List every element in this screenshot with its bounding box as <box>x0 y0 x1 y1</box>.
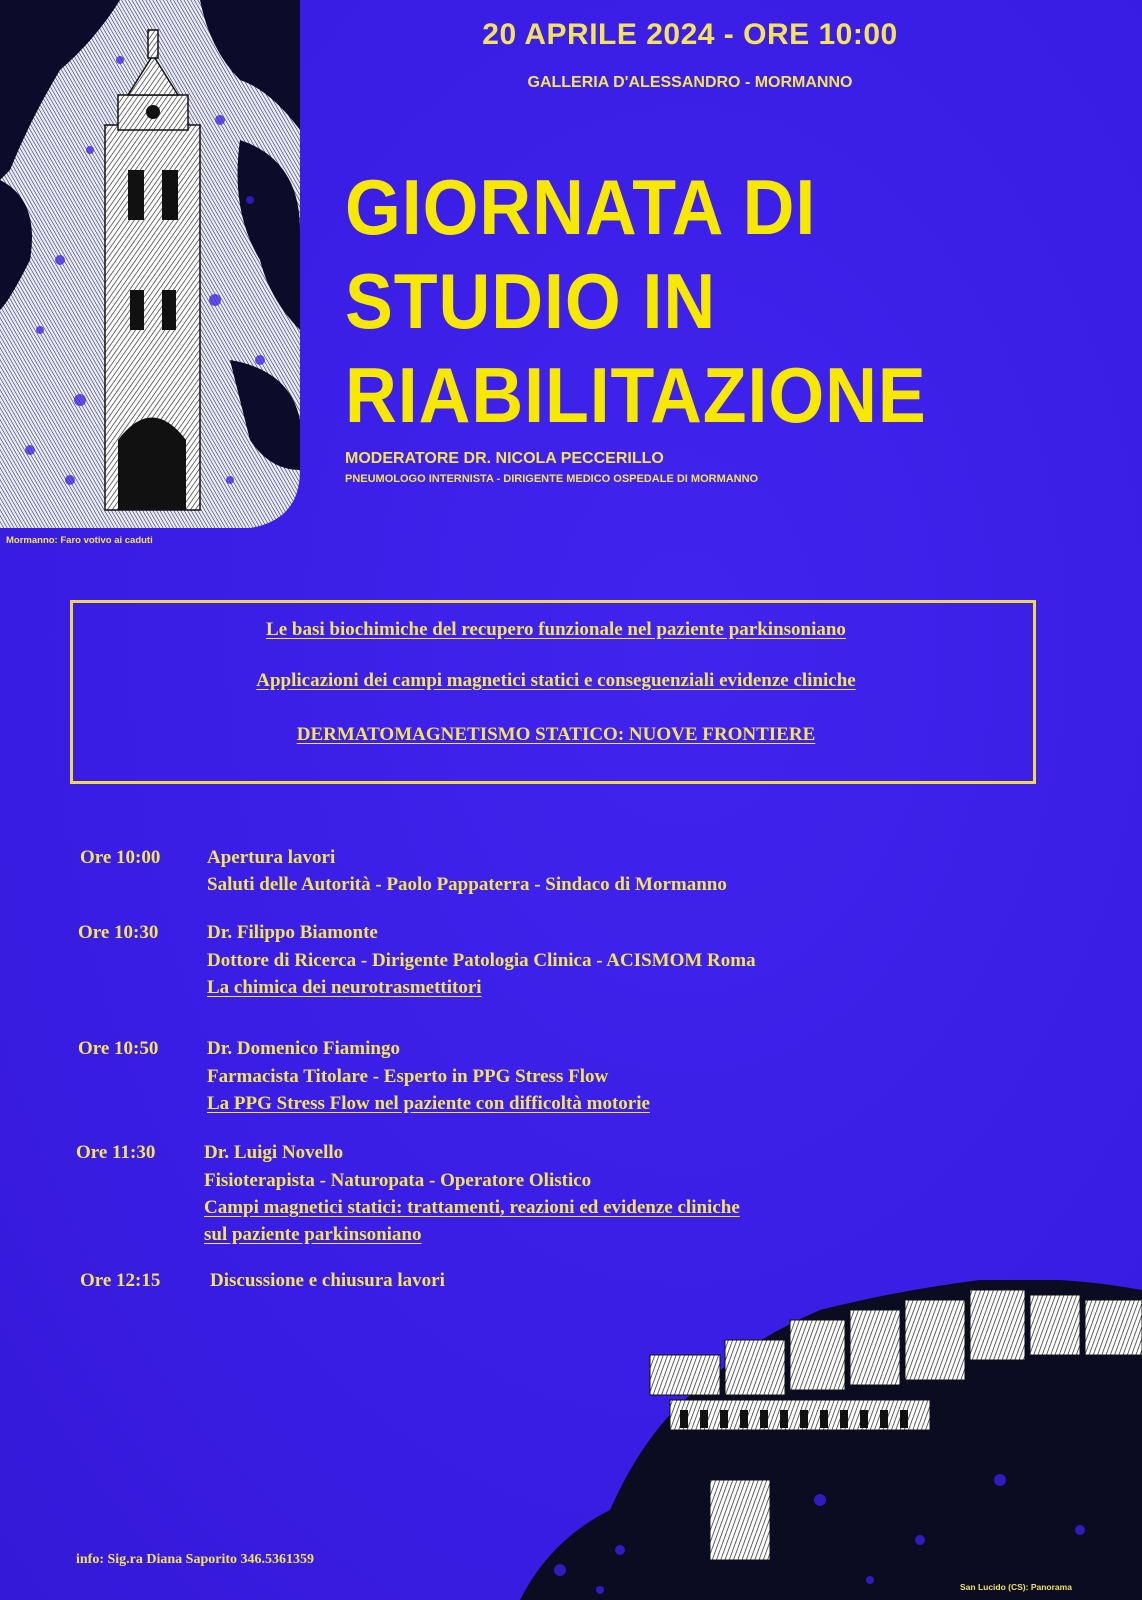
agenda-time: Ore 10:00 <box>80 847 161 868</box>
town-panorama-illustration <box>520 1280 1142 1600</box>
agenda-line: Saluti delle Autorità - Paolo Pappaterra - Sindaco di Mormanno <box>207 874 727 895</box>
agenda-line: Dr. Domenico Fiamingo <box>207 1038 400 1059</box>
agenda-line: Discussione e chiusura lavori <box>210 1270 445 1291</box>
title-line-1: GIORNATA DI <box>345 163 817 251</box>
agenda-line: Dr. Filippo Biamonte <box>207 922 378 943</box>
agenda-talk-title: Campi magnetici statici: trattamenti, reazioni ed evidenze cliniche <box>204 1197 740 1218</box>
moderator-role: PNEUMOLOGO INTERNISTA - DIRIGENTE MEDICO OSPEDALE DI MORMANNO <box>345 473 759 485</box>
topics-box <box>70 600 1036 784</box>
agenda-line: Fisioterapista - Naturopata - Operatore Olistico <box>204 1170 592 1191</box>
event-title <box>345 160 989 442</box>
agenda-talk-title: sul paziente parkinsoniano <box>204 1224 422 1245</box>
agenda-time: Ore 10:50 <box>78 1038 159 1059</box>
panorama-caption: San Lucido (CS): Panorama <box>960 1582 1072 1592</box>
bell-tower-illustration <box>0 0 305 530</box>
agenda-talk-title: La chimica dei neurotrasmettitori <box>207 977 482 998</box>
agenda-time: Ore 11:30 <box>76 1142 156 1163</box>
tower-caption: Mormanno: Faro votivo ai caduti <box>6 535 153 546</box>
agenda-line: Farmacista Titolare - Esperto in PPG Stress Flow <box>207 1066 609 1087</box>
event-venue: GALLERIA D'ALESSANDRO - MORMANNO <box>527 74 853 91</box>
agenda-talk-title: La PPG Stress Flow nel paziente con difficoltà motorie <box>207 1093 650 1114</box>
title-line-2: STUDIO IN <box>345 257 717 345</box>
moderator-name: MODERATORE DR. NICOLA PECCERILLO <box>345 450 664 467</box>
agenda-line: Dr. Luigi Novello <box>204 1142 344 1163</box>
topic-item: Applicazioni dei campi magnetici statici e conseguenziali evidenze cliniche <box>256 670 856 691</box>
agenda-time: Ore 12:15 <box>80 1270 161 1291</box>
topic-item: Le basi biochimiche del recupero funzionale nel paziente parkinsoniano <box>266 619 846 640</box>
contact-info: info: Sig.ra Diana Saporito 346.5361359 <box>76 1552 315 1567</box>
title-line-3: RIABILITAZIONE <box>345 351 927 439</box>
agenda-line: Apertura lavori <box>207 847 336 868</box>
agenda-line: Dottore di Ricerca - Dirigente Patologia Clinica - ACISMOM Roma <box>207 950 756 971</box>
event-date: 20 APRILE 2024 - ORE 10:00 <box>482 18 898 51</box>
topic-item: DERMATOMAGNETISMO STATICO: NUOVE FRONTIERE <box>296 724 816 745</box>
agenda-time: Ore 10:30 <box>78 922 159 943</box>
